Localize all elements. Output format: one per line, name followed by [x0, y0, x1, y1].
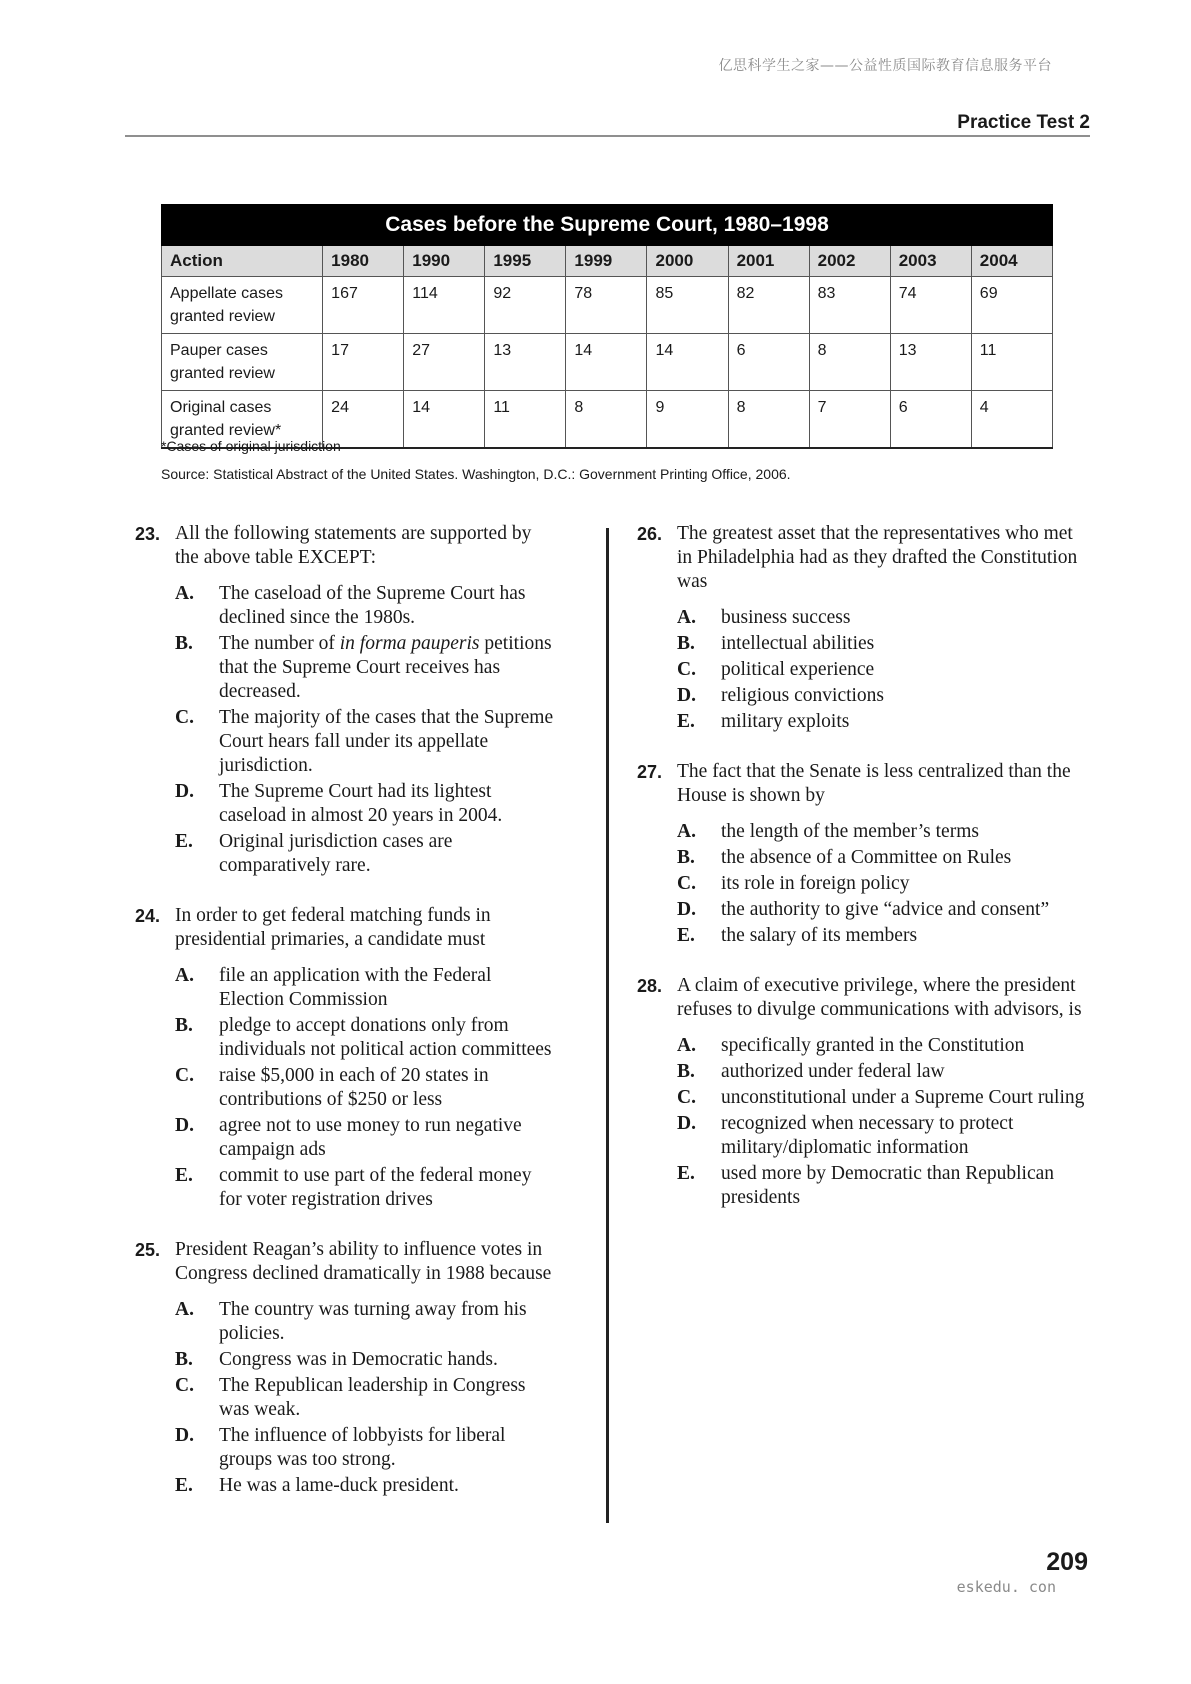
question-number: 27. — [637, 762, 663, 782]
page-number: 209 — [1046, 1548, 1088, 1576]
table-cell: 74 — [890, 277, 971, 334]
table-cell: 7 — [809, 391, 890, 449]
answer-choice[interactable] — [677, 872, 1092, 896]
answer-choice[interactable] — [677, 1086, 1092, 1110]
answer-choice[interactable] — [677, 658, 1092, 682]
table-cell: 6 — [728, 334, 809, 391]
table-cell: 14 — [404, 391, 485, 449]
choice-letter: C. — [175, 1375, 194, 1396]
choice-letter: E. — [677, 1163, 695, 1184]
table-cell: 11 — [485, 391, 566, 449]
row-label — [162, 334, 323, 391]
choice-text: commit to use part of the federal money for voter registration drives — [219, 1165, 532, 1210]
running-head: Practice Test 2 — [957, 112, 1090, 133]
choice-letter: A. — [677, 607, 696, 628]
column-header: 1990 — [404, 246, 485, 277]
table-footnote: *Cases of original jurisdiction — [161, 438, 341, 454]
column-header: 2001 — [728, 246, 809, 277]
choice-text: The majority of the cases that the Supreme Court hears fall under its appellate jurisdiction. — [219, 707, 554, 776]
choice-letter: A. — [175, 583, 194, 604]
answer-choice[interactable] — [175, 1424, 555, 1472]
choice-letter: B. — [175, 1015, 193, 1036]
question-stem: All the following statements are supported by the above table EXCEPT: — [175, 523, 532, 568]
answer-choice[interactable] — [677, 1112, 1092, 1160]
choice-letter: C. — [677, 1087, 696, 1108]
choice-letter: A. — [677, 821, 696, 842]
choice-text-italic: in forma pauperis — [339, 633, 480, 654]
table-cell: 13 — [890, 334, 971, 391]
table-cell: 11 — [971, 334, 1052, 391]
choice-text: political experience — [721, 659, 875, 680]
choice-text: religious convictions — [721, 685, 885, 706]
column-header: 2003 — [890, 246, 971, 277]
question-stem: The greatest asset that the representatives who met in Philadelphia had as they drafted the Constitution was — [677, 523, 1078, 592]
row-label-line: granted review — [170, 308, 275, 325]
choice-letter: E. — [175, 831, 193, 852]
choice-letter: E. — [677, 925, 695, 946]
row-label-line: granted review* — [170, 422, 282, 439]
choice-text: The Supreme Court had its lightest caseload in almost 20 years in 2004. — [219, 781, 503, 826]
watermark-header: 亿思科学生之家——公益性质国际教育信息服务平台 — [718, 58, 1052, 74]
table-row — [162, 277, 1053, 334]
choice-letter: C. — [677, 659, 696, 680]
table-cell: 69 — [971, 277, 1052, 334]
choice-text: its role in foreign policy — [721, 873, 910, 894]
choice-text-part: The number of — [219, 633, 340, 654]
row-label — [162, 277, 323, 334]
choice-letter: D. — [175, 1115, 194, 1136]
table-cell: 24 — [323, 391, 404, 449]
answer-choice[interactable] — [175, 1064, 555, 1112]
table-cell: 14 — [566, 334, 647, 391]
choice-text: the absence of a Committee on Rules — [721, 847, 1012, 868]
choice-text: The Republican leadership in Congress was weak. — [219, 1375, 526, 1420]
choice-letter: C. — [677, 873, 696, 894]
choice-text: the authority to give “advice and consent” — [721, 899, 1050, 920]
answer-choice[interactable] — [677, 846, 1092, 870]
cases-table-container — [161, 204, 1053, 449]
choice-letter: A. — [175, 1299, 194, 1320]
column-header: 1995 — [485, 246, 566, 277]
table-cell: 8 — [728, 391, 809, 449]
answer-choice[interactable] — [175, 780, 555, 828]
left-column — [135, 522, 555, 1524]
choice-text: The caseload of the Supreme Court has declined since the 1980s. — [219, 583, 526, 628]
column-header: 2000 — [647, 246, 728, 277]
choice-letter: B. — [677, 633, 695, 654]
choice-letter: D. — [677, 685, 696, 706]
choice-letter: E. — [175, 1165, 193, 1186]
answer-choice[interactable] — [677, 606, 1092, 630]
choice-letter: C. — [175, 707, 194, 728]
choice-letter: A. — [677, 1035, 696, 1056]
question-stem: A claim of executive privilege, where the president refuses to divulge communications with advisors, is — [677, 975, 1082, 1020]
table-cell: 13 — [485, 334, 566, 391]
choice-text: military exploits — [721, 711, 850, 732]
column-header: 1999 — [566, 246, 647, 277]
answer-choice[interactable] — [175, 1474, 555, 1498]
choice-text — [219, 632, 555, 704]
choice-letter: D. — [677, 1113, 696, 1134]
choice-text: intellectual abilities — [721, 633, 875, 654]
table-cell: 114 — [404, 277, 485, 334]
column-header: Action — [162, 246, 323, 277]
right-column — [637, 522, 1092, 1236]
column-header: 2002 — [809, 246, 890, 277]
table-cell: 17 — [323, 334, 404, 391]
answer-choice[interactable] — [175, 964, 555, 1012]
question-number: 23. — [135, 524, 161, 544]
answer-choice[interactable] — [175, 830, 555, 878]
table-cell: 83 — [809, 277, 890, 334]
choice-letter: B. — [175, 1349, 193, 1370]
table-cell: 4 — [971, 391, 1052, 449]
table-row — [162, 334, 1053, 391]
table-cell: 167 — [323, 277, 404, 334]
table-cell: 8 — [809, 334, 890, 391]
choice-letter: E. — [677, 711, 695, 732]
table-header-row — [162, 246, 1053, 277]
choice-text: the length of the member’s terms — [721, 821, 979, 842]
choice-text: file an application with the Federal Election Commission — [219, 965, 492, 1010]
row-label-line: Original cases — [170, 399, 272, 416]
answer-choice[interactable] — [677, 1060, 1092, 1084]
row-label-line: granted review — [170, 365, 275, 382]
choice-text: pledge to accept donations only from individuals not political action committees — [219, 1015, 552, 1060]
question-26 — [637, 522, 1092, 734]
row-label-line: Pauper cases — [170, 342, 268, 359]
question-number: 25. — [135, 1240, 161, 1260]
table-cell: 92 — [485, 277, 566, 334]
question-27 — [637, 760, 1092, 948]
choice-text: used more by Democratic than Republican presidents — [721, 1163, 1055, 1208]
table-cell: 8 — [566, 391, 647, 449]
row-label-line: Appellate cases — [170, 285, 283, 302]
choice-letter: A. — [175, 965, 194, 986]
choice-text: The country was turning away from his policies. — [219, 1299, 527, 1344]
question-stem: President Reagan’s ability to influence votes in Congress declined dramatically in 1988 because — [175, 1239, 552, 1284]
answer-choice[interactable] — [175, 582, 555, 630]
question-number: 28. — [637, 976, 663, 996]
answer-choice[interactable] — [175, 1348, 555, 1372]
choice-text-part: petitions that the Supreme Court receives has decreased. — [219, 633, 552, 702]
answer-choice[interactable] — [175, 1014, 555, 1062]
answer-choice[interactable] — [677, 632, 1092, 656]
question-stem: In order to get federal matching funds in presidential primaries, a candidate must — [175, 905, 491, 950]
choice-letter: E. — [175, 1475, 193, 1496]
answer-choice[interactable] — [677, 820, 1092, 844]
question-24 — [135, 904, 555, 1212]
table-cell: 9 — [647, 391, 728, 449]
choice-text: agree not to use money to run negative campaign ads — [219, 1115, 522, 1160]
choice-text: the salary of its members — [721, 925, 918, 946]
choice-text: The influence of lobbyists for liberal groups was too strong. — [219, 1425, 506, 1470]
choice-text: recognized when necessary to protect military/diplomatic information — [721, 1113, 1014, 1158]
answer-choice[interactable] — [677, 924, 1092, 948]
answer-choice[interactable] — [175, 1298, 555, 1346]
choice-letter: D. — [175, 781, 194, 802]
choice-letter: B. — [175, 633, 193, 654]
answer-choice[interactable] — [677, 684, 1092, 708]
choice-text: He was a lame-duck president. — [219, 1475, 459, 1496]
choice-text: Original jurisdiction cases are comparatively rare. — [219, 831, 453, 876]
answer-choice[interactable] — [175, 1164, 555, 1212]
answer-choice[interactable] — [677, 710, 1092, 734]
answer-choice[interactable] — [677, 1034, 1092, 1058]
choice-letter: B. — [677, 847, 695, 868]
column-header: 2004 — [971, 246, 1052, 277]
answer-choice[interactable] — [175, 1114, 555, 1162]
header-rule — [125, 135, 1090, 137]
cases-table — [161, 204, 1053, 449]
table-cell: 85 — [647, 277, 728, 334]
question-28 — [637, 974, 1092, 1210]
column-divider — [606, 528, 609, 1523]
column-header: 1980 — [323, 246, 404, 277]
table-cell: 82 — [728, 277, 809, 334]
choice-letter: C. — [175, 1065, 194, 1086]
choice-text: unconstitutional under a Supreme Court ruling — [721, 1087, 1085, 1108]
choice-text: authorized under federal law — [721, 1061, 945, 1082]
choice-text: business success — [721, 607, 851, 628]
answer-choice[interactable] — [677, 1162, 1092, 1210]
table-cell: 78 — [566, 277, 647, 334]
choice-text: Congress was in Democratic hands. — [219, 1349, 498, 1370]
question-number: 24. — [135, 906, 161, 926]
table-cell: 27 — [404, 334, 485, 391]
table-cell: 14 — [647, 334, 728, 391]
watermark-footer: eskedu. con — [956, 1578, 1056, 1596]
question-stem: The fact that the Senate is less centralized than the House is shown by — [677, 761, 1071, 806]
question-25 — [135, 1238, 555, 1498]
table-source: Source: Statistical Abstract of the United States. Washington, D.C.: Government Printing Office, 2006. — [161, 466, 791, 482]
answer-choice[interactable] — [677, 898, 1092, 922]
choice-letter: D. — [175, 1425, 194, 1446]
choice-text: specifically granted in the Constitution — [721, 1035, 1025, 1056]
choice-letter: D. — [677, 899, 696, 920]
answer-choice[interactable] — [175, 632, 555, 704]
table-caption: Cases before the Supreme Court, 1980–1998 — [162, 205, 1053, 246]
answer-choice[interactable] — [175, 706, 555, 778]
question-number: 26. — [637, 524, 663, 544]
choice-text: raise $5,000 in each of 20 states in contributions of $250 or less — [219, 1065, 489, 1110]
answer-choice[interactable] — [175, 1374, 555, 1422]
choice-letter: B. — [677, 1061, 695, 1082]
table-cell: 6 — [890, 391, 971, 449]
question-23 — [135, 522, 555, 878]
